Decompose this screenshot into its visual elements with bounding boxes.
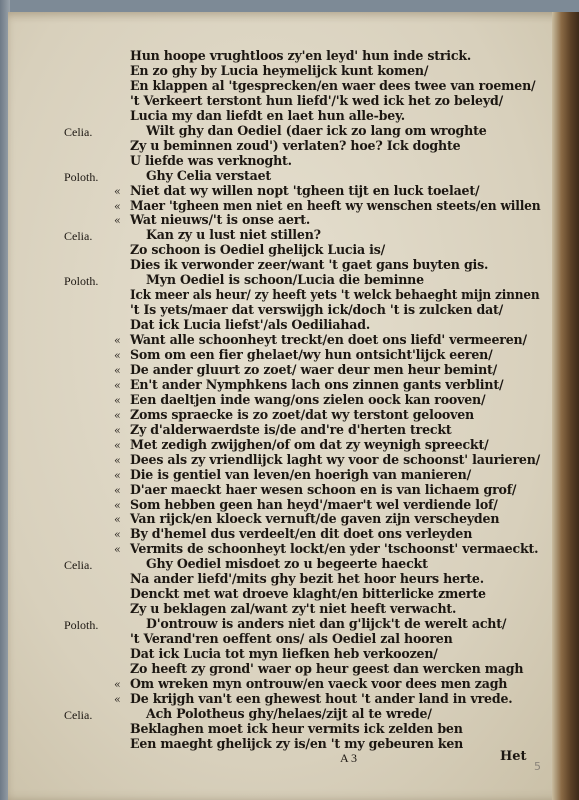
verse-line: Myn Oediel is schoon/Lucia die beminne	[146, 272, 424, 287]
quote-mark: «	[114, 200, 121, 213]
verse-line: Zo schoon is Oediel ghelijck Lucia is/	[130, 242, 386, 257]
quote-mark: «	[114, 379, 121, 392]
verse-line: Ghy Celia verstaet	[146, 168, 272, 183]
quote-mark: «	[114, 499, 121, 512]
quote-mark: «	[114, 693, 121, 706]
catchword: Het	[500, 749, 527, 764]
quote-mark: «	[114, 364, 121, 377]
verse-line: De krijgh van't een ghewest hout 't ander land in vrede.	[130, 691, 513, 706]
verse-line: Wilt ghy dan Oediel (daer ick zo lang om wroghte	[146, 123, 487, 138]
speaker-name: Poloth.	[64, 618, 99, 632]
verse-line: Dees als zy vriendlijck laght wy voor de schoonst' laurieren/	[130, 452, 541, 467]
verse-line: By d'hemel dus verdeelt/en dit doet ons verleyden	[130, 526, 473, 541]
quote-mark: «	[114, 454, 121, 467]
quote-mark: «	[114, 543, 121, 556]
verse-line: Een maeght ghelijck zy is/en 't my gebeuren ken	[130, 736, 464, 751]
verse-line: Dies ik verwonder zeer/want 't gaet gans buyten gis.	[130, 257, 489, 272]
quote-mark: «	[114, 409, 121, 422]
verse-line: Hun hoope vrughtloos zy'en leyd' hun inde strick.	[130, 48, 472, 63]
speaker-name: Celia.	[64, 708, 93, 722]
verse-line: Som om een fier ghelaet/wy hun ontsicht'lijck eeren/	[130, 347, 493, 362]
verse-line: Zoms spraecke is zo zoet/dat wy terstont gelooven	[130, 407, 474, 422]
verse-line: En't ander Nymphkens lach ons zinnen gants verblint/	[130, 377, 504, 392]
verse-line: Vermits de schoonheyt lockt/en yder 'tschoonst' vermaeckt.	[130, 541, 539, 556]
verse-line: En zo ghy by Lucia heymelijck kunt komen/	[130, 63, 429, 78]
signature-mark: A 3	[340, 751, 358, 765]
verse-line: 't Is yets/maer dat verswijgh ick/doch 't is zulcken dat/	[130, 302, 504, 317]
verse-line: De ander gluurt zo zoet/ waer deur men heur bemint/	[130, 362, 498, 377]
verse-line: Maer 'tgheen men niet en heeft wy wenschen steets/en willen	[130, 198, 541, 213]
speaker-name: Celia.	[64, 125, 93, 139]
verse-line: Ach Polotheus ghy/helaes/zijt al te wrede/	[146, 706, 432, 721]
verse-line: Kan zy u lust niet stillen?	[146, 227, 321, 242]
quote-mark: «	[114, 334, 121, 347]
quote-mark: «	[114, 394, 121, 407]
verse-line: Dat ick Lucia tot myn liefken heb verkoozen/	[130, 646, 438, 661]
verse-line: Som hebben geen han heyd'/maer't wel verdiende lof/	[130, 497, 498, 512]
speaker-name: Poloth.	[64, 274, 99, 288]
verse-line: Van rijck/en kloeck vernuft/de gaven zijn verscheyden	[130, 511, 500, 526]
verse-line: Beklaghen moet ick heur vermits ick zelden ben	[130, 721, 463, 736]
quote-mark: «	[114, 528, 121, 541]
quote-mark: «	[114, 469, 121, 482]
quote-mark: «	[114, 185, 121, 198]
quote-mark: «	[114, 439, 121, 452]
verse-line: D'aer maeckt haer wesen schoon en is van lichaem grof/	[130, 482, 517, 497]
verse-line: Een daeltjen inde wang/ons zielen oock kan rooven/	[130, 392, 486, 407]
verse-line: Ick meer als heur/ zy heeft yets 't welck behaeght mijn zinnen	[130, 287, 540, 302]
book-spine	[552, 12, 579, 800]
verse-line: 't Verkeert terstont hun liefd'/'k wed ick het zo beleyd/	[130, 93, 503, 108]
quote-mark: «	[114, 424, 121, 437]
verse-line: Ghy Oediel misdoet zo u begeerte haeckt	[146, 556, 428, 571]
quote-mark: «	[114, 214, 121, 227]
verse-line: Na ander liefd'/mits ghy bezit het hoor heurs herte.	[130, 571, 484, 586]
verse-line: Want alle schoonheyt treckt/en doet ons liefd' vermeeren/	[130, 332, 527, 347]
pencil-page-number: 5	[534, 760, 541, 773]
verse-line: Niet dat wy willen nopt 'tgheen tijt en luck toelaet/	[130, 183, 480, 198]
verse-line: Denckt met wat droeve klaght/en bitterlicke zmerte	[130, 586, 486, 601]
verse-line: Lucia my dan liefdt en laet hun alle-bey.	[130, 108, 405, 123]
quote-mark: «	[114, 678, 121, 691]
verse-line: Zy u beminnen zoud') verlaten? hoe? Ick doghte	[130, 138, 461, 153]
verse-line: Zy d'alderwaerdste is/de and're d'herten treckt	[130, 422, 452, 437]
speaker-name: Poloth.	[64, 170, 99, 184]
verse-line: Zy u beklagen zal/want zy't niet heeft verwacht.	[130, 601, 457, 616]
verse-line: Om wreken myn ontrouw/en vaeck voor dees men zagh	[130, 676, 508, 691]
verse-line: U liefde was verknoght.	[130, 153, 292, 168]
quote-mark: «	[114, 484, 121, 497]
verse-line: En klappen al 'tgesprecken/en waer dees twee van roemen/	[130, 78, 536, 93]
verse-line: Met zedigh zwijghen/of om dat zy weynigh spreeckt/	[130, 437, 489, 452]
verse-line: Wat nieuws/'t is onse aert.	[130, 212, 311, 227]
verse-line: Zo heeft zy grond' waer op heur geest dan wercken magh	[130, 661, 524, 676]
quote-mark: «	[114, 349, 121, 362]
verse-line: D'ontrouw is anders niet dan g'lijck't de werelt acht/	[146, 616, 507, 631]
speaker-name: Celia.	[64, 229, 93, 243]
verse-line: Dat ick Lucia liefst'/als Oediliahad.	[130, 317, 371, 332]
verse-line: Die is gentiel van leven/en hoerigh van manieren/	[130, 467, 471, 482]
quote-mark: «	[114, 513, 121, 526]
verse-line: 't Verand'ren oeffent ons/ als Oediel zal hooren	[130, 631, 453, 646]
speaker-name: Celia.	[64, 558, 93, 572]
